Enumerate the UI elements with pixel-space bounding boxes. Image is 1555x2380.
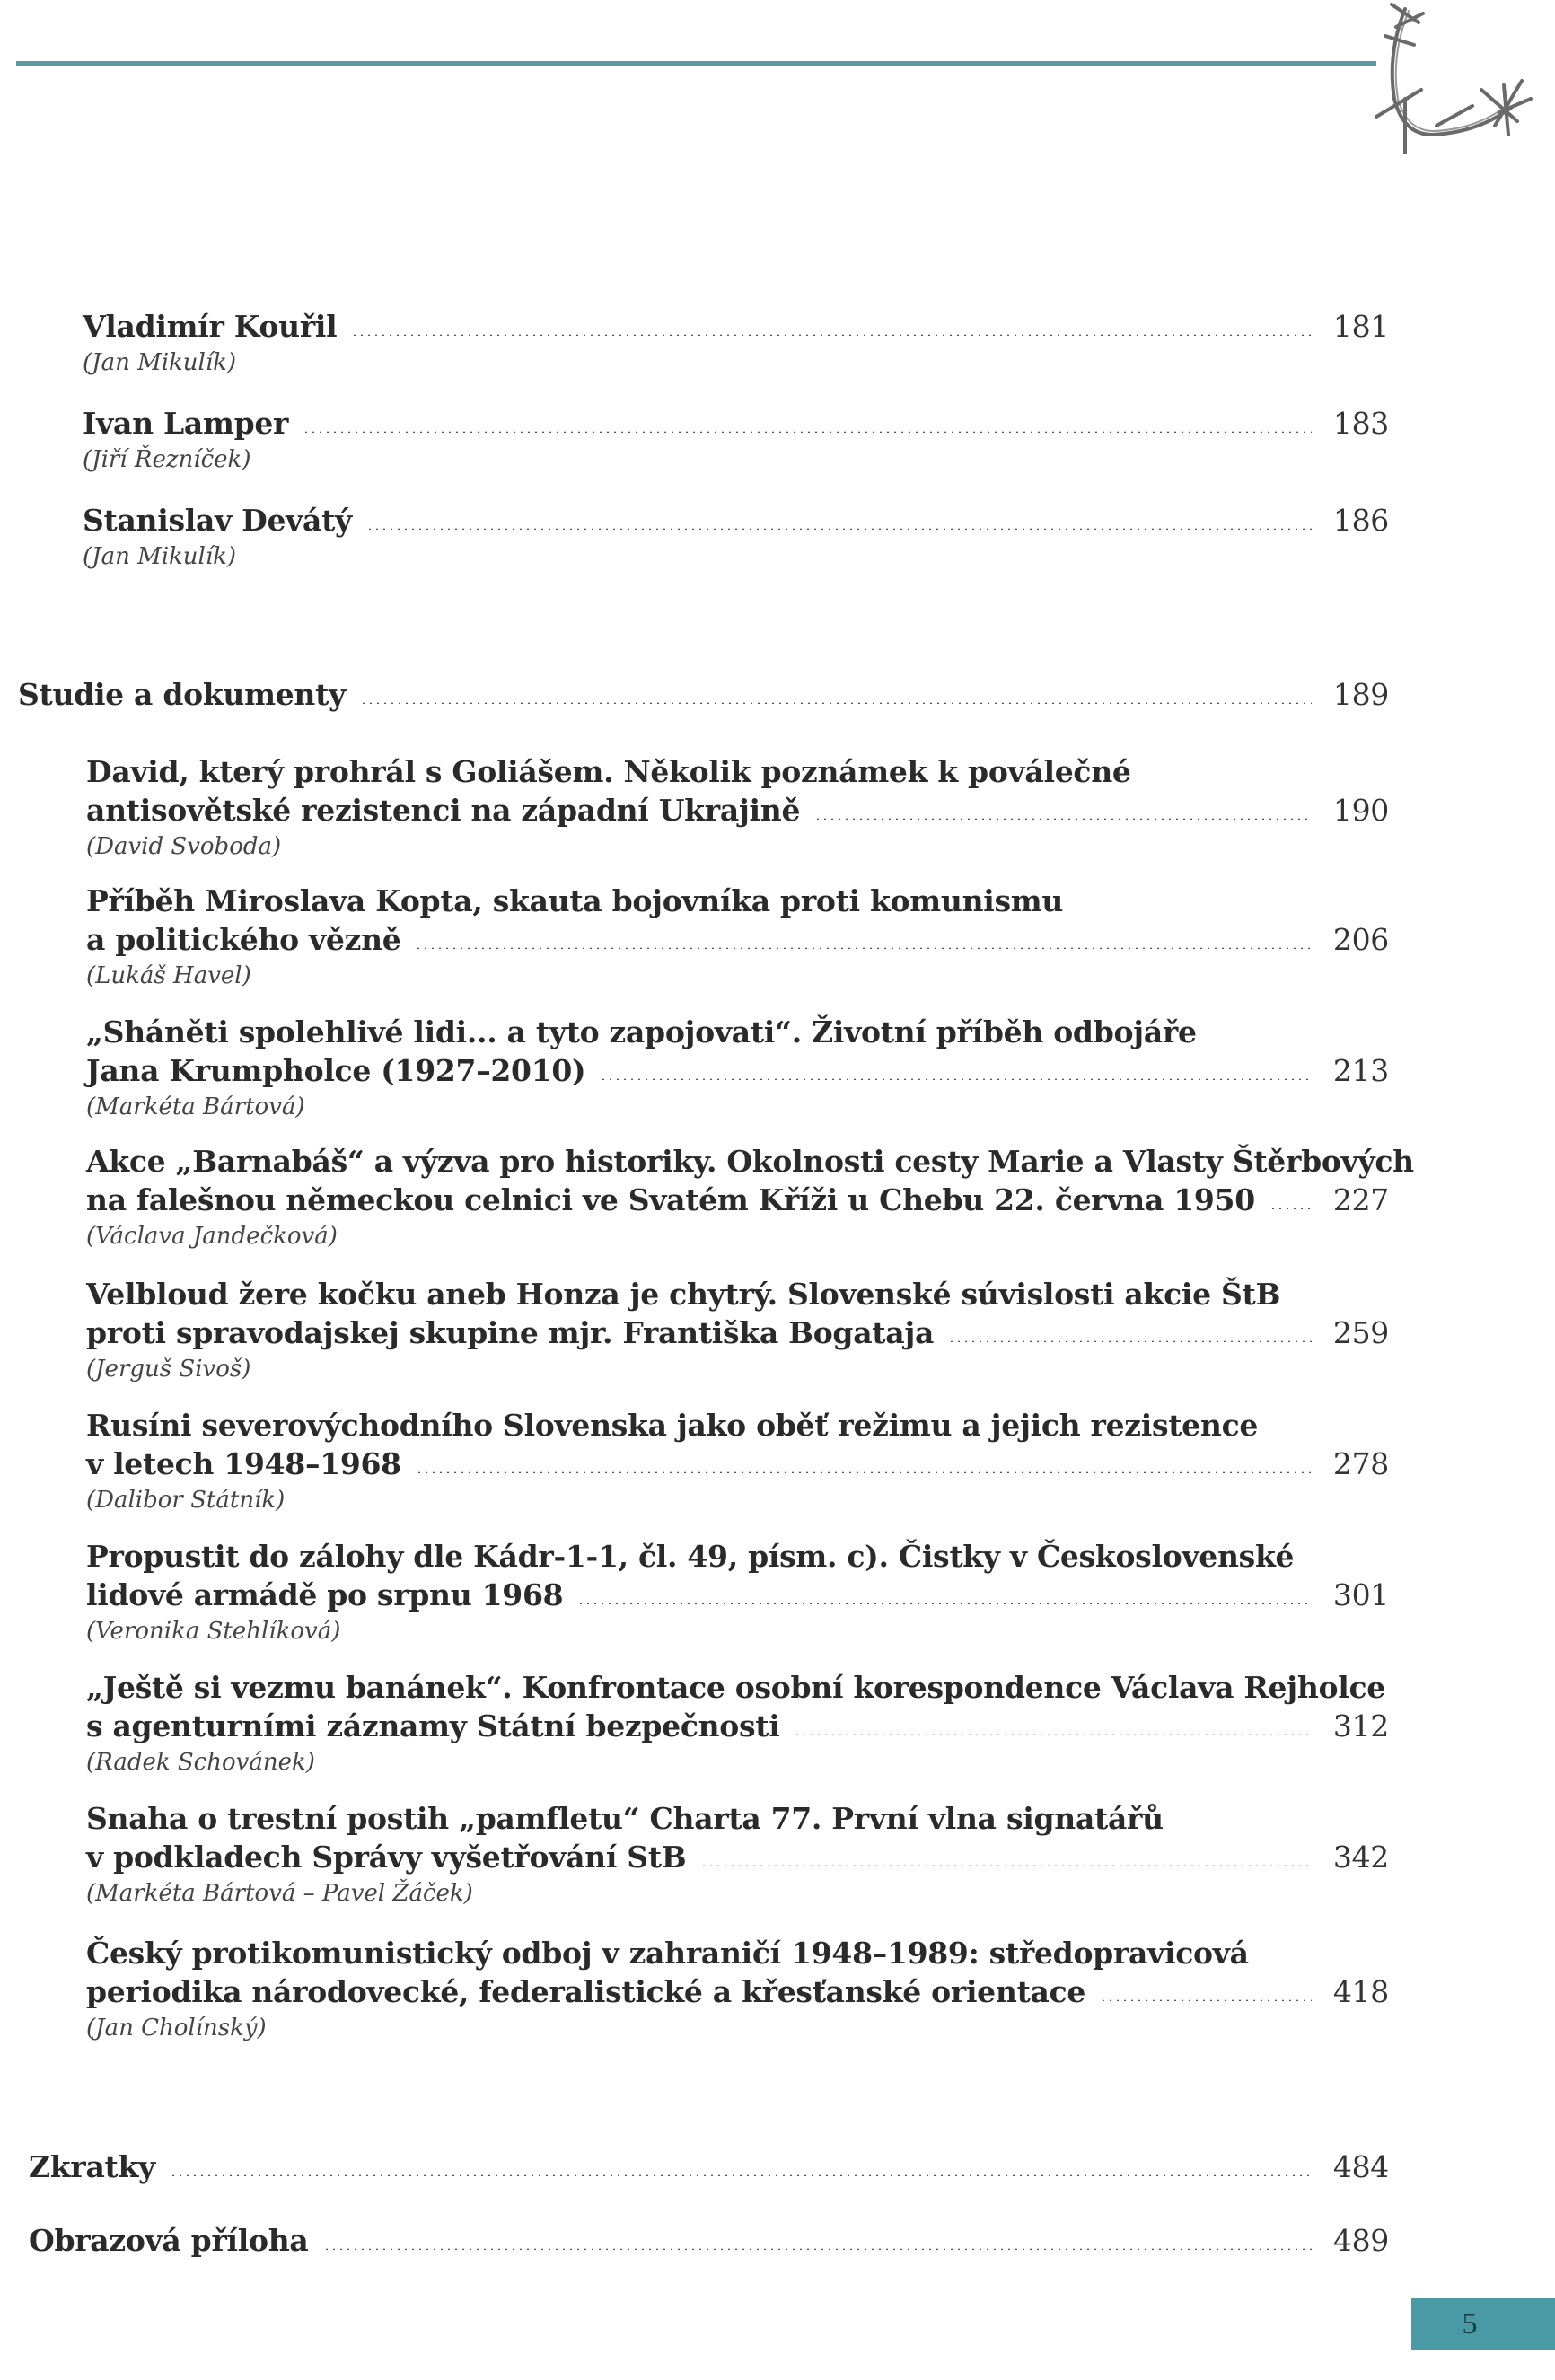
leader-dots xyxy=(416,1471,1312,1473)
entry-title-line2: Jana Krumpholce (1927–2010) xyxy=(86,1053,586,1088)
entry-title-line2: v podkladech Správy vyšetřování StB xyxy=(86,1840,687,1875)
page-number: 342 xyxy=(1332,1840,1389,1875)
page-number-label: 5 xyxy=(1462,2307,1478,2340)
page-number: 227 xyxy=(1332,1182,1389,1217)
entry-title-line1: Rusíni severovýchodního Slovenska jako oběť režimu a jejich rezistence xyxy=(86,1408,1259,1443)
entry-title-line1: Snaha o trestní postih „pamfletu“ Charta 77. První vlna signatářů xyxy=(86,1801,1164,1836)
entry-author: (David Svoboda) xyxy=(86,833,282,860)
entry-title-line2: proti spravodajskej skupine mjr. Františka Bogataja xyxy=(86,1315,935,1350)
entry-title-line2: a politického vězně xyxy=(86,922,401,957)
page-number: 181 xyxy=(1332,309,1389,344)
toc-entry[interactable] xyxy=(83,404,1389,477)
page-number: 484 xyxy=(1332,2149,1389,2184)
entry-author: (Jan Cholínský) xyxy=(86,2015,267,2042)
barbed-wire-icon xyxy=(1351,0,1555,162)
entry-author: (Markéta Bártová) xyxy=(86,1093,305,1120)
page-number-tab xyxy=(1411,2298,1555,2350)
page-number: 259 xyxy=(1332,1315,1389,1350)
leader-dots xyxy=(1269,1208,1312,1209)
entry-title: Ivan Lamper xyxy=(83,406,289,441)
entry-title-line2: lidové armádě po srpnu 1968 xyxy=(86,1577,564,1612)
entry-title-line1: Český protikomunistický odboj v zahraničí 1948–1989: středopravicová xyxy=(86,1936,1249,1971)
section-heading[interactable] xyxy=(18,675,1389,714)
entry-author: (Veronika Stehlíková) xyxy=(86,1618,341,1645)
leader-dots xyxy=(577,1603,1312,1604)
leader-dots xyxy=(323,2248,1312,2250)
toc-entry[interactable] xyxy=(86,1934,1389,2045)
entry-title: Stanislav Devátý xyxy=(83,503,352,538)
entry-author: (Lukáš Havel) xyxy=(86,962,251,989)
toc-entry[interactable] xyxy=(86,1537,1389,1648)
entry-author: (Markéta Bártová – Pavel Žáček) xyxy=(86,1880,473,1907)
entry-title-line1: Propustit do zálohy dle Kádr-1-1, čl. 49, písm. c). Čistky v Československé xyxy=(86,1539,1295,1574)
entry-title-line1: „Sháněti spolehlivé lidi... a tyto zapojovati“. Životní příběh odbojáře xyxy=(86,1014,1197,1049)
leader-dots xyxy=(170,2174,1312,2176)
entry-title-line1: David, který prohrál s Goliášem. Několik poznámek k poválečné xyxy=(86,754,1131,789)
entry-title-line2: periodika národovecké, federalistické a křesťanské orientace xyxy=(86,1974,1086,2009)
page-number: 213 xyxy=(1332,1053,1389,1088)
page-number: 418 xyxy=(1332,1974,1389,2009)
page-number: 278 xyxy=(1332,1446,1389,1481)
entry-title: Vladimír Kouřil xyxy=(83,309,338,344)
leader-dots xyxy=(948,1340,1312,1342)
toc-entry[interactable] xyxy=(86,752,1389,864)
page-number: 189 xyxy=(1332,677,1389,712)
leader-dots xyxy=(303,431,1312,433)
page-number: 489 xyxy=(1332,2223,1389,2258)
leader-dots xyxy=(794,1734,1312,1735)
toc-entry[interactable] xyxy=(86,1799,1389,1910)
leader-dots xyxy=(351,334,1312,336)
entry-title: Zkratky xyxy=(29,2149,155,2184)
page-number: 186 xyxy=(1332,503,1389,538)
entry-author: (Radek Schovánek) xyxy=(86,1749,315,1776)
page-number: 206 xyxy=(1332,922,1389,957)
toc-entry[interactable] xyxy=(86,1275,1389,1386)
page-number: 183 xyxy=(1332,406,1389,441)
leader-dots xyxy=(415,947,1312,949)
entry-author: (Jan Mikulík) xyxy=(83,543,237,570)
toc-entry[interactable] xyxy=(86,1406,1389,1517)
toc-entry[interactable] xyxy=(86,1668,1389,1779)
leader-dots xyxy=(360,702,1312,704)
section-title: Studie a dokumenty xyxy=(18,677,346,712)
entry-author: (Jiří Řezníček) xyxy=(83,446,251,473)
toc-entry[interactable] xyxy=(83,307,1389,380)
entry-title: Obrazová příloha xyxy=(29,2223,309,2258)
entry-title-line2: na falešnou německou celnici ve Svatém Kříži u Chebu 22. června 1950 xyxy=(86,1182,1255,1217)
entry-title-line1: „Ještě si vezmu banánek“. Konfrontace osobní korespondence Václava Rejholce xyxy=(86,1670,1385,1705)
toc-entry[interactable] xyxy=(86,1013,1389,1124)
entry-author: (Dalibor Státník) xyxy=(86,1487,286,1514)
toc-entry[interactable] xyxy=(86,1142,1414,1253)
entry-title-line1: Velbloud žere kočku aneb Honza je chytrý. Slovenské súvislosti akcie ŠtB xyxy=(86,1277,1281,1312)
leader-dots xyxy=(814,818,1312,820)
entry-title-line2: antisovětské rezistenci na západní Ukrajině xyxy=(86,793,801,828)
entry-title-line2: s agenturními záznamy Státní bezpečnosti xyxy=(86,1708,780,1743)
toc-entry[interactable] xyxy=(83,501,1389,574)
entry-author: (Jerguš Sivoš) xyxy=(86,1356,251,1383)
entry-title-line1: Akce „Barnabáš“ a výzva pro historiky. Okolnosti cesty Marie a Vlasty Štěrbových xyxy=(86,1144,1414,1179)
page-number: 301 xyxy=(1332,1577,1389,1612)
toc-entry-image-appendix[interactable] xyxy=(29,2221,1389,2260)
toc-entry[interactable] xyxy=(86,882,1389,993)
page-number: 312 xyxy=(1332,1708,1389,1743)
leader-dots xyxy=(700,1865,1312,1866)
entry-title-line1: Příběh Miroslava Kopta, skauta bojovníka proti komunismu xyxy=(86,883,1064,918)
entry-author: (Václava Jandečková) xyxy=(86,1223,338,1250)
toc-entry-abbreviations[interactable] xyxy=(29,2147,1389,2186)
leader-dots xyxy=(600,1078,1312,1080)
entry-author: (Jan Mikulík) xyxy=(83,349,237,376)
entry-title-line2: v letech 1948–1968 xyxy=(86,1446,401,1481)
leader-dots xyxy=(1100,1999,1312,2001)
page-number: 190 xyxy=(1332,793,1389,828)
top-rule xyxy=(16,61,1376,66)
leader-dots xyxy=(366,528,1312,530)
